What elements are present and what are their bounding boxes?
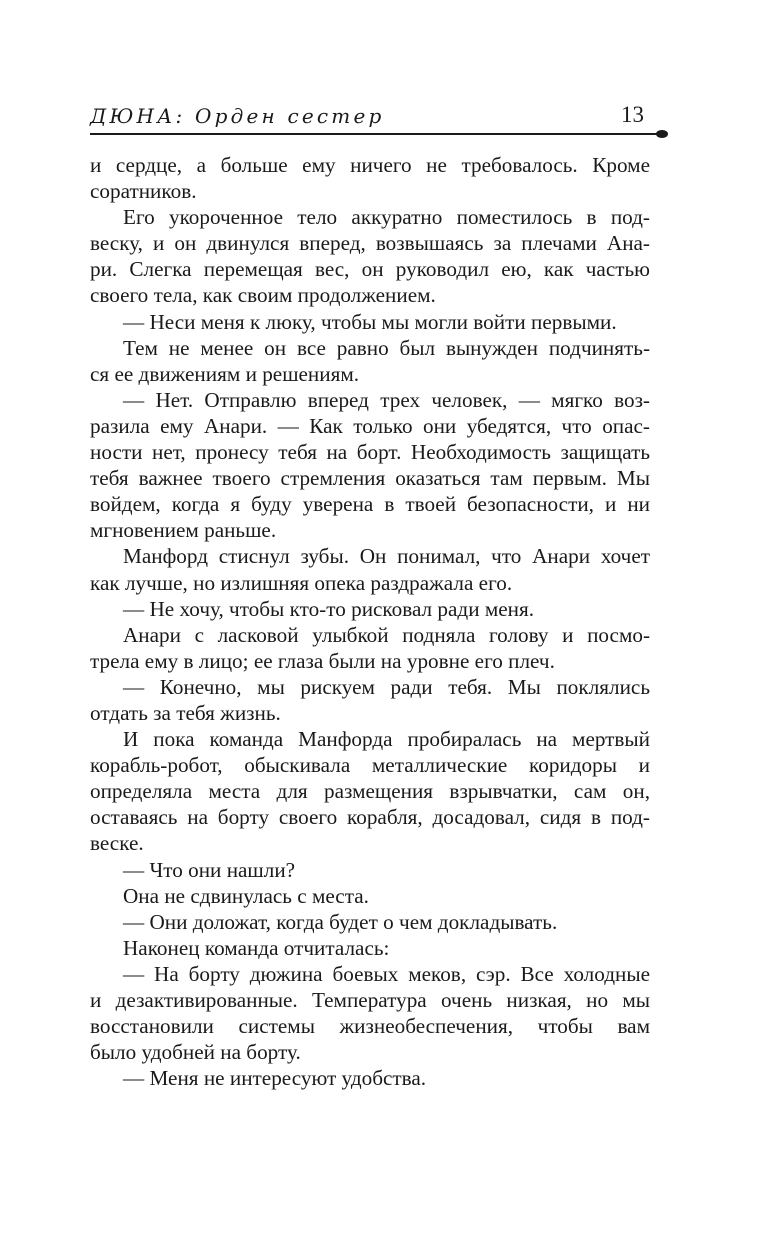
text-line: Тем не менее он все равно был вынужден подчинять-	[123, 335, 650, 360]
running-title: ДЮНА: Орден сестер	[90, 104, 385, 128]
text-line: и сердце, а больше ему ничего не требовалось. Кроме	[90, 153, 650, 177]
text-line: — Не хочу, чтобы кто-то рисковал ради меня.	[123, 596, 535, 621]
text-line: было удобней на борту.	[90, 1040, 301, 1065]
text-line: корабль-робот, обыскивала металлические коридоры и	[90, 753, 650, 778]
body-text	[90, 152, 650, 1091]
text-line: Наконец команда отчиталась:	[123, 935, 390, 960]
text-line: восстановили системы жизнеобеспечения, чтобы вам	[90, 1014, 650, 1039]
text-line: и дезактивированные. Температура очень низкая, но мы	[90, 988, 650, 1012]
text-line: ся ее движениям и решениям.	[90, 361, 360, 386]
running-head	[90, 104, 650, 132]
text-line: Она не сдвинулась с места.	[123, 883, 369, 908]
text-line: тебя важнее твоего стремления оказаться там первым. Мы	[90, 466, 650, 491]
text-line: отдать за тебя жизнь.	[90, 700, 281, 725]
text-line: Анари с ласковой улыбкой подняла голову и посмо-	[123, 622, 650, 647]
text-line: — Нет. Отправлю вперед трех человек, — мягко воз-	[123, 387, 650, 412]
text-line: определяла места для размещения взрывчатки, сам он,	[90, 779, 650, 804]
text-line: веске.	[90, 831, 144, 856]
text-line: — Что они нашли?	[123, 857, 296, 882]
text-line: веску, и он двинулся вперед, возвышаясь за плечами Ана-	[90, 231, 650, 256]
text-line: войдем, когда я буду уверена в твоей безопасности, и ни	[90, 492, 650, 517]
text-line: — Меня не интересуют удобства.	[123, 1066, 427, 1091]
text-line: ри. Слегка перемещая вес, он руководил ею, как частью	[90, 257, 650, 282]
text-line: И пока команда Манфорда пробиралась на мертвый	[123, 727, 650, 752]
text-line: Его укороченное тело аккуратно поместилось в под-	[123, 205, 650, 230]
text-line: мгновением раньше.	[90, 518, 277, 543]
header-rule	[90, 133, 662, 135]
text-line: — Они доложат, когда будет о чем докладывать.	[123, 909, 558, 934]
text-line: оставаясь на борту своего корабля, досадовал, сидя в под-	[90, 805, 650, 830]
header-rule-ornament	[656, 130, 668, 138]
text-line: как лучше, но излишняя опека раздражала его.	[90, 570, 513, 595]
text-line: — Неси меня к люку, чтобы мы могли войти первыми.	[123, 309, 617, 334]
text-line: трела ему в лицо; ее глаза были на уровне его плеч.	[90, 648, 555, 673]
text-line: — На борту дюжина боевых меков, сэр. Все холодные	[123, 961, 650, 986]
page-number: 13	[621, 102, 644, 127]
text-line: своего тела, как своим продолжением.	[90, 283, 436, 308]
text-line: — Конечно, мы рискуем ради тебя. Мы поклялись	[123, 674, 650, 699]
text-line: ности нет, пронесу тебя на борт. Необходимость защищать	[90, 440, 650, 465]
text-line: Манфорд стиснул зубы. Он понимал, что Анари хочет	[123, 544, 650, 569]
text-line: разила ему Анари. — Как только они убедятся, что опас-	[90, 413, 650, 438]
text-line: соратников.	[90, 179, 197, 204]
